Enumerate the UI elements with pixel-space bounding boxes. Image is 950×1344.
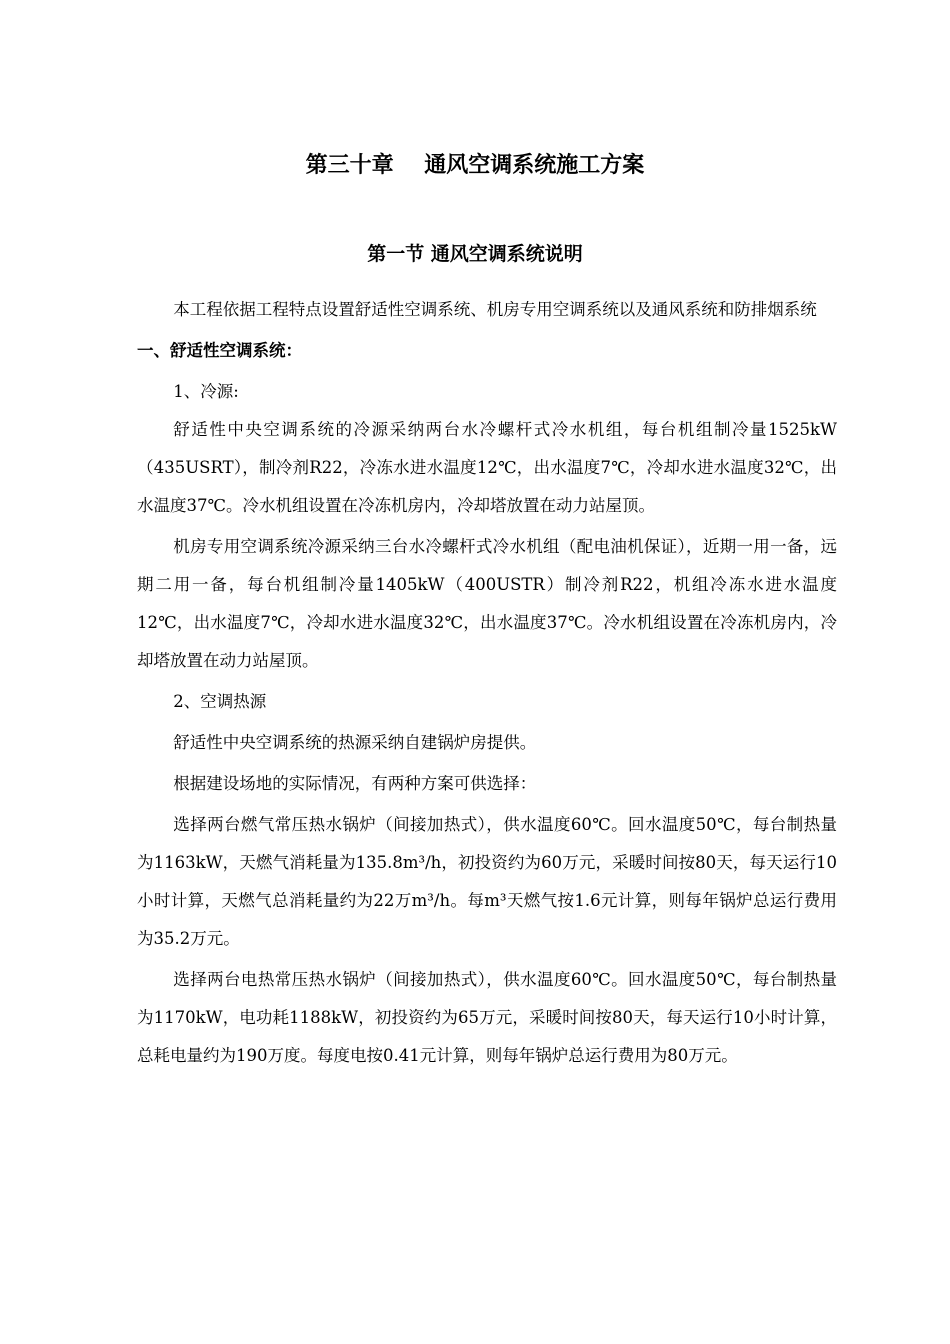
chapter-title: 第三十章 通风空调系统施工方案 xyxy=(305,153,645,178)
paragraph-gas-boiler-option: 选择两台燃气常压热水锅炉（间接加热式），供水温度60℃。回水温度50℃，每台制热量为1163kW，天燃气消耗量为135.8m³/h，初投资约为60万元，采暖时间按80天，每天运行10小时计算，天燃气总消耗量约为22万m³/h。每m³天燃气按1.6元计算，则每年锅炉总运行费用为35.2万元。 xyxy=(137,815,837,948)
section-title: 第一节 通风空调系统说明 xyxy=(367,243,583,265)
subheading-cold-source: 1、冷源: xyxy=(173,382,239,401)
paragraph-options-intro: 根据建设场地的实际情况，有两种方案可供选择： xyxy=(173,774,537,793)
paragraph-cold-source-machine-room: 机房专用空调系统冷源采纳三台水冷螺杆式冷水机组（配电油机保证），近期一用一备，远期二用一备，每台机组制冷量1405kW（400USTR）制冷剂R22，机组冷冻水进水温度12℃，出水温度7℃，冷却水进水温度32℃，出水温度37℃。冷水机组设置在冷冻机房内，冷却塔放置在动力站屋顶。 xyxy=(137,537,837,670)
heading-comfort-ac-system: 一、舒适性空调系统： xyxy=(137,341,302,360)
document-body xyxy=(137,291,837,1075)
intro-paragraph: 本工程依据工程特点设置舒适性空调系统、机房专用空调系统以及通风系统和防排烟系统 xyxy=(173,300,817,319)
paragraph-heat-source: 舒适性中央空调系统的热源采纳自建锅炉房提供。 xyxy=(173,733,537,752)
paragraph-cold-source-comfort: 舒适性中央空调系统的冷源采纳两台水冷螺杆式冷水机组，每台机组制冷量1525kW（435USRT），制冷剂R22，冷冻水进水温度12℃，出水温度7℃，冷却水进水温度32℃，出水温度37℃。冷水机组设置在冷冻机房内，冷却塔放置在动力站屋顶。 xyxy=(137,420,837,515)
subheading-heat-source: 2、空调热源 xyxy=(173,692,267,711)
paragraph-electric-boiler-option: 选择两台电热常压热水锅炉（间接加热式），供水温度60℃。回水温度50℃，每台制热量为1170kW，电功耗1188kW，初投资约为65万元，采暖时间按80天，每天运行10小时计算，总耗电量约为190万度。每度电按0.41元计算，则每年锅炉总运行费用为80万元。 xyxy=(137,970,837,1065)
